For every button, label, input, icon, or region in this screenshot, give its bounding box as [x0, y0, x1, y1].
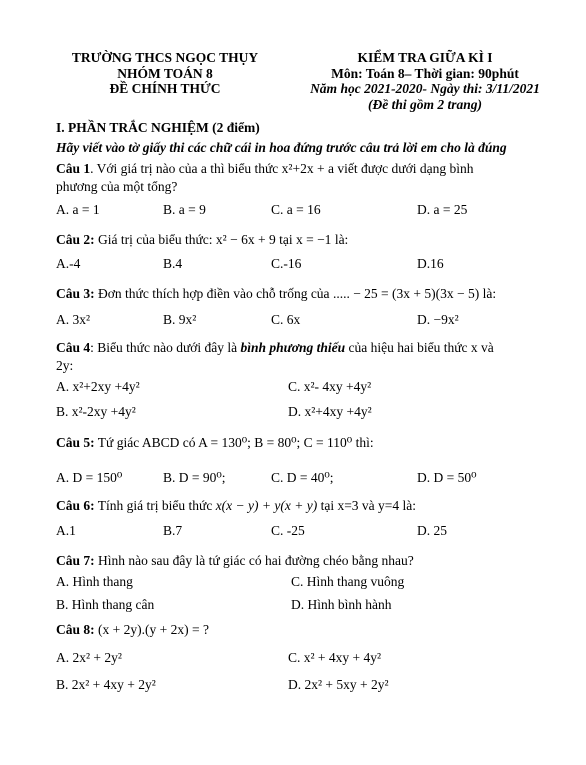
- math-expression: x² − 6x + 9: [215, 232, 276, 247]
- question-text: của hiệu hai biểu thức x và: [345, 340, 494, 355]
- question-1: [56, 160, 473, 178]
- question-emphasis: bình phương thiếu: [240, 340, 346, 355]
- math-expression: x(x − y) + y(x + y): [215, 498, 318, 513]
- subject-time: Môn: Toán 8– Thời gian: 90phút: [331, 65, 519, 81]
- official-label: ĐỀ CHÍNH THỨC: [109, 81, 221, 96]
- option-b: B. Hình thang cân: [56, 597, 155, 612]
- question-1-cont: phương của một tổng?: [56, 179, 178, 194]
- question-number: Câu 6:: [56, 498, 95, 513]
- option-a: A. a = 1: [56, 202, 100, 217]
- option-c: C. x²- 4xy +4y²: [288, 379, 372, 394]
- option-a: A. 3x²: [56, 312, 91, 327]
- math-expression: (x + 2y).(y + 2x) = ?: [94, 622, 209, 637]
- option-d: D. a = 25: [417, 202, 468, 217]
- question-6: [56, 497, 416, 515]
- math-expression: A = 130⁰; B = 80⁰; C = 110⁰: [198, 435, 353, 450]
- option-b: B.4: [163, 256, 183, 271]
- option-d: D.16: [417, 256, 444, 271]
- question-text: là:: [479, 286, 497, 301]
- question-number: Câu 8:: [56, 622, 95, 637]
- option-a: A. Hình thang: [56, 574, 133, 589]
- question-number: Câu 5:: [56, 435, 95, 450]
- option-b: B. D = 90⁰;: [163, 470, 226, 485]
- question-text: Giá trị của biểu thức:: [94, 232, 216, 247]
- group-name: NHÓM TOÁN 8: [117, 65, 213, 81]
- question-text: tại: [275, 232, 296, 247]
- option-a: A. x²+2xy +4y²: [56, 379, 140, 394]
- option-b: B. a = 9: [163, 202, 206, 217]
- pages-note: (Đề thi gồm 2 trang): [367, 96, 482, 112]
- question-text: là:: [331, 232, 349, 247]
- option-b: B. 2x² + 4xy + 2y²: [56, 677, 156, 692]
- exam-header: [290, 50, 560, 112]
- question-7: [56, 552, 414, 570]
- math-expression: x²+2x + a: [281, 161, 334, 176]
- option-c: C. D = 40⁰;: [271, 470, 334, 485]
- school-name: TRƯỜNG THCS NGỌC THỤY: [71, 50, 259, 65]
- question-number: Câu 7:: [56, 553, 95, 568]
- question-number: Câu 2:: [56, 232, 95, 247]
- option-d: D. 2x² + 5xy + 2y²: [288, 677, 389, 692]
- question-text: Tứ giác ABCD có: [94, 435, 199, 450]
- question-number: Câu 3:: [56, 286, 95, 301]
- question-text: : Biểu thức nào dưới đây là: [90, 340, 241, 355]
- exam-title: KIỂM TRA GIỮA KÌ I: [357, 50, 493, 65]
- option-c: C.-16: [271, 256, 302, 271]
- question-8: [56, 621, 209, 639]
- math-expression: ..... − 25 = (3x + 5)(3x − 5): [332, 286, 480, 301]
- question-text: thì:: [352, 435, 374, 450]
- section-title: I. PHẦN TRẮC NGHIỆM (2 điểm): [56, 120, 260, 135]
- question-text: viết được dưới dạng bình: [333, 161, 474, 176]
- option-c: C. -25: [271, 523, 305, 538]
- question-number: Câu 4: [56, 340, 91, 355]
- question-5: [56, 434, 374, 452]
- question-4-cont: 2y:: [56, 358, 74, 373]
- question-number: Câu 1: [56, 161, 91, 176]
- option-a: A.-4: [56, 256, 81, 271]
- question-2: [56, 231, 348, 249]
- question-text: . Với giá trị nào của a thì biểu thức: [90, 161, 282, 176]
- option-d: D. x²+4xy +4y²: [288, 404, 372, 419]
- question-text: Hình nào sau đây là tứ giác có hai đường chéo bằng nhau?: [94, 553, 414, 568]
- option-c: C. x² + 4xy + 4y²: [288, 650, 382, 665]
- question-4: [56, 339, 494, 357]
- option-b: B. x²-2xy +4y²: [56, 404, 136, 419]
- option-d: D. D = 50⁰: [417, 470, 477, 485]
- option-b: B. 9x²: [163, 312, 197, 327]
- question-text: Đơn thức thích hợp điền vào chỗ trống của: [94, 286, 333, 301]
- question-text: Tính giá trị biểu thức: [94, 498, 216, 513]
- option-c: C. Hình thang vuông: [291, 574, 405, 589]
- option-d: D. 25: [417, 523, 447, 538]
- option-d: D. Hình bình hành: [291, 597, 392, 612]
- option-d: D. −9x²: [417, 312, 459, 327]
- option-c: C. a = 16: [271, 202, 321, 217]
- option-b: B.7: [163, 523, 183, 538]
- year-date: Năm học 2021-2020- Ngày thi: 3/11/2021: [310, 81, 540, 96]
- section-instruction: Hãy viết vào tờ giấy thi các chữ cái in hoa đứng trước câu trả lời em cho là đúng: [56, 140, 507, 155]
- option-a: A.1: [56, 523, 76, 538]
- option-c: C. 6x: [271, 312, 301, 327]
- option-a: A. D = 150⁰: [56, 470, 123, 485]
- school-header: [40, 50, 290, 97]
- option-a: A. 2x² + 2y²: [56, 650, 122, 665]
- question-3: [56, 285, 496, 303]
- math-expression: x = −1: [295, 232, 332, 247]
- question-text: tại x=3 và y=4 là:: [317, 498, 417, 513]
